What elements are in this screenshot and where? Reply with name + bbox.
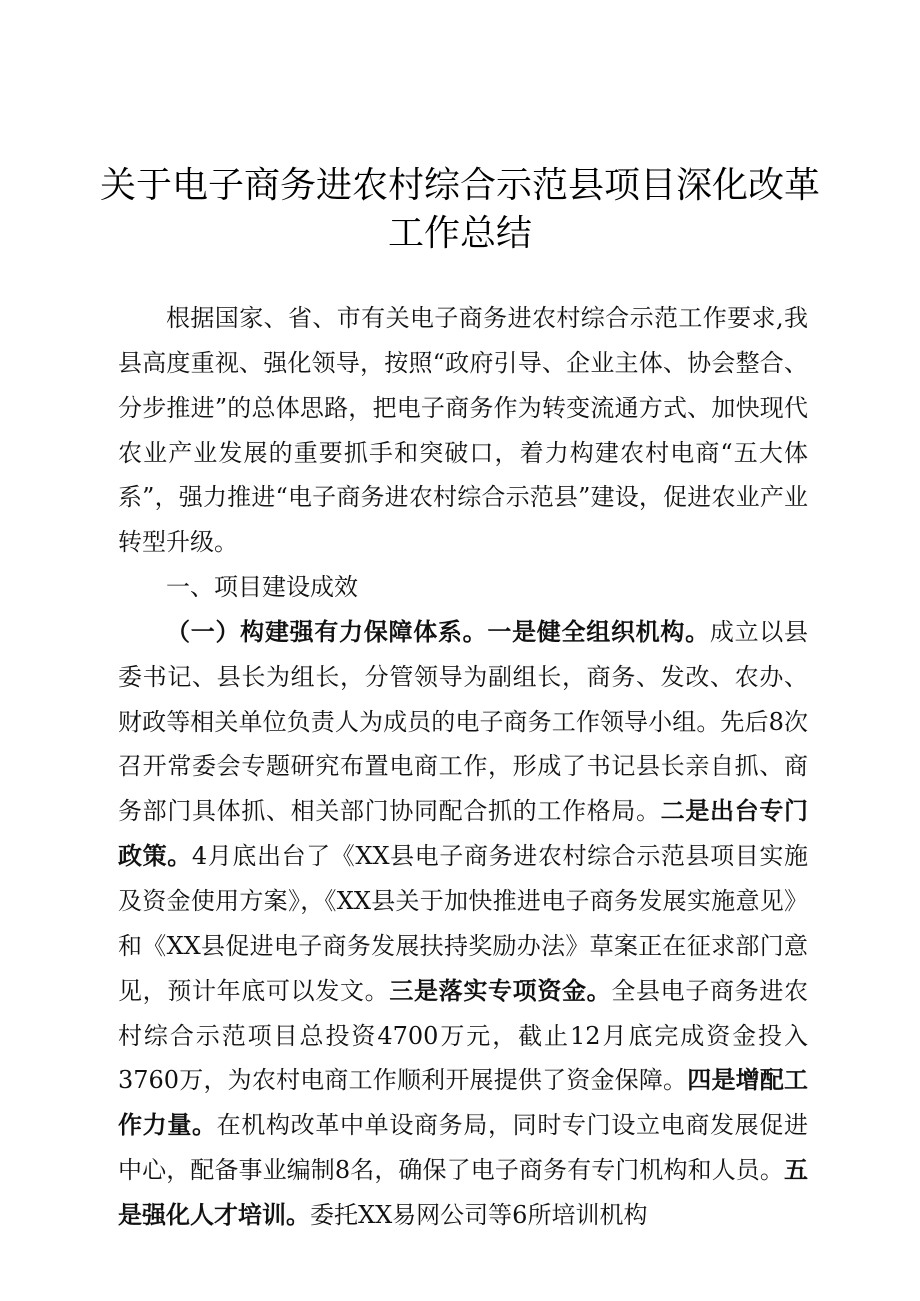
section-1-1-paragraph: [118, 610, 808, 1238]
item-4-text: 在机构改革中单设商务局，同时专门设立电商发展促进中心，配备事业编制8名，确保了电子商务有专门机构和人员。: [118, 1111, 809, 1185]
item-3-heading: 三是落实专项资金。: [389, 975, 612, 1005]
intro-paragraph: 根据国家、省、市有关电子商务进农村综合示范工作要求,我县高度重视、强化领导，按照“政府引导、企业主体、协会整合、分步推进”的总体思路，把电子商务作为转变流通方式、加快现代农业产业发展的重要抓手和突破口，着力构建农村电商“五大体系”，强力推进“电子商务进农村综合示范县”建设，促进农业产业转型升级。: [118, 304, 808, 557]
item-1-text: 成立以县委书记、县长为组长，分管领导为副组长，商务、发改、农办、财政等相关单位负责人为成员的电子商务工作领导小组。先后8次召开常委会专题研究布置电商工作，形成了书记县长亲自抓、商务部门具体抓、相关部门协同配合抓的工作格局。: [118, 617, 809, 826]
item-1-heading: 一是健全组织机构。: [487, 616, 710, 646]
document-body: [118, 296, 808, 1238]
subsection-heading: （一）构建强有力保障体系。: [166, 616, 488, 646]
item-2-heading: 二是出台专门政策。: [118, 796, 809, 871]
document-title-line-2: 工作总结: [387, 213, 532, 254]
item-2-text: 4月底出台了《XX县电子商务进农村综合示范县项目实施及资金使用方案》，《XX县关于加快推进电子商务发展实施意见》和《XX县促进电子商务发展扶持奖励办法》草案正在征求部门意见，预计年底可以发文。: [118, 842, 808, 1005]
item-4-heading: 四是增配工作力量。: [118, 1065, 809, 1140]
item-5-heading: 五是强化人才培训。: [118, 1155, 808, 1229]
item-5-text: 委托XX易网公司等6所培训机构: [310, 1200, 648, 1229]
document-title-line-1: 关于电子商务进农村综合示范县项目深化改革: [100, 165, 821, 206]
section-heading-1: 一、项目建设成效: [166, 573, 358, 602]
item-3-text: 全县电子商务进农村综合示范项目总投资4700万元，截止12月底完成资金投入3760万，为农村电商工作顺利开展提供了资金保障。: [118, 976, 809, 1095]
